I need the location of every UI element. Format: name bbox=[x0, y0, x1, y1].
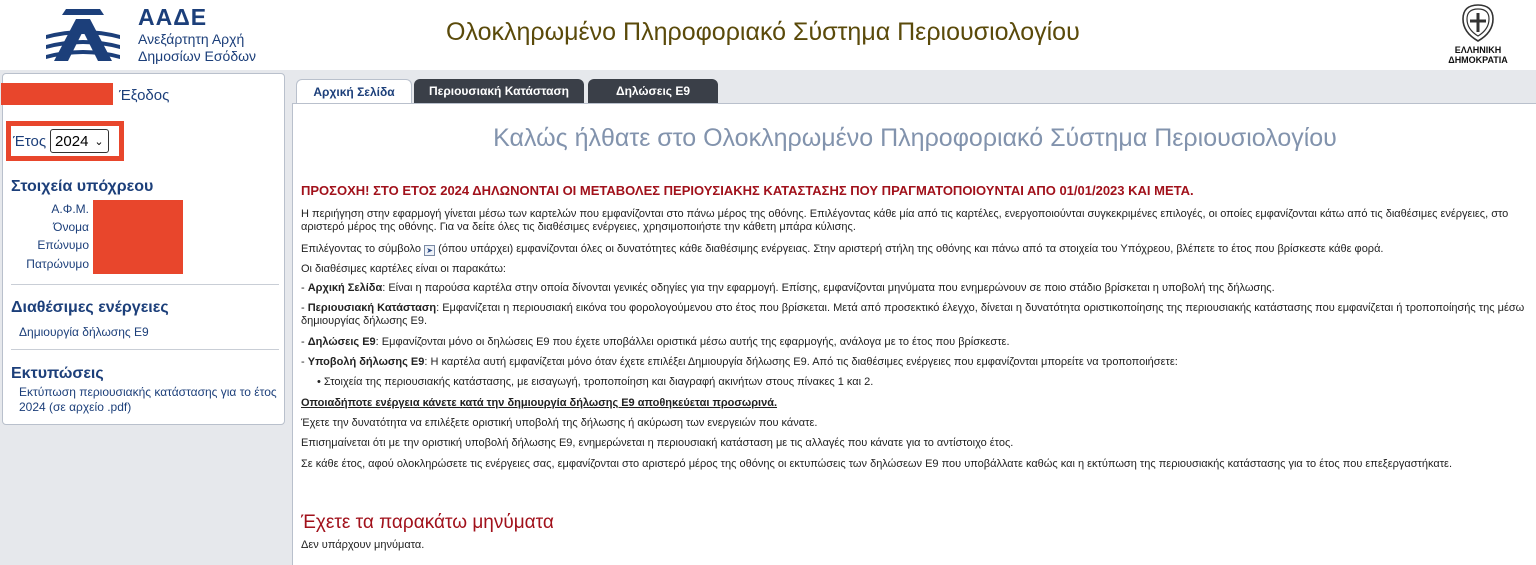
tab-desc-property-title: Περιουσιακή Κατάσταση bbox=[307, 302, 437, 314]
chevron-down-icon: ⌄ bbox=[94, 135, 104, 148]
tab-desc-submit-title: Υποβολή δήλωσης Ε9 bbox=[307, 356, 425, 368]
prints-paragraph: Σε κάθε έτος, αφού ολοκληρώσετε τις ενέργειες σας, εμφανίζονται στο αριστερό μέρος της οθόνης οι εκτυπώσεις των δηλώσεων Ε9 που υποβάλλατε καθώς και η εκτύπωση της περιουσιακής κατάστασης για το έτος που επεξεργαστήκατε. bbox=[301, 458, 1453, 470]
tab-desc-property: - Περιουσιακή Κατάσταση: Εμφανίζεται η περιουσιακή εικόνα του φορολογούμενου στο έτος που βρίσκεται. Μετά από προσεκτικό έλεγχο, δίνεται η δυνατότητα οριστικοποίησης της περιουσιακής κατάστασης που εμφανίζεται ή τροποποίησής της μέσω δημιουργίας δήλωσης Ε9. bbox=[301, 302, 1525, 327]
divider bbox=[11, 284, 279, 285]
sidebar bbox=[2, 73, 285, 425]
tab-desc-e9-title: Δηλώσεις Ε9 bbox=[307, 336, 376, 348]
year-select[interactable] bbox=[50, 129, 109, 153]
tab-home[interactable]: Αρχική Σελίδα bbox=[296, 79, 412, 103]
year-selector bbox=[6, 121, 124, 161]
aade-logo[interactable] bbox=[46, 4, 276, 66]
tab-property-status[interactable]: Περιουσιακή Κατάσταση bbox=[414, 79, 584, 103]
year-value: 2024 bbox=[55, 132, 89, 150]
logo-title: ΑΑΔΕ bbox=[138, 4, 208, 30]
emblem-label: ΕΛΛΗΝΙΚΗ ΔΗΜΟΚΡΑΤΙΑ bbox=[1448, 45, 1508, 65]
field-label-afm: Α.Φ.Μ. bbox=[51, 202, 89, 216]
actions-heading: Διαθέσιμες ενέργειες bbox=[11, 299, 169, 316]
update-paragraph: Επισημαίνεται ότι με την οριστική υποβολή δήλωσης Ε9, ενημερώνεται η περιουσιακή κατάσταση με τις αλλαγές που κάνατε για το αντίστοιχο έτος. bbox=[301, 437, 1014, 449]
print-property-pdf-link[interactable]: Εκτύπωση περιουσιακής κατάστασης για το έτος 2024 (σε αρχείο .pdf) bbox=[19, 385, 277, 414]
divider bbox=[11, 349, 279, 350]
year-label: Έτος bbox=[13, 132, 47, 150]
final-submit-paragraph: Έχετε την δυνατότητα να επιλέξετε οριστική υποβολή της δήλωσης ή ακύρωση των ενεργειών που κάνατε. bbox=[301, 417, 818, 429]
tab-desc-submit: - Υποβολή δήλωσης Ε9: Η καρτέλα αυτή εμφανίζεται μόνο όταν έχετε επιλέξει Δημιουργία δήλωσης Ε9. Από τις διαθέσιμες ενέργειες που εμφανίζονται μπορείτε να τροποποιήσετε: bbox=[301, 356, 1178, 368]
prints-heading: Εκτυπώσεις bbox=[11, 365, 104, 382]
intro-paragraph: Η περιήγηση στην εφαρμογή γίνεται μέσω των καρτελών που εμφανίζονται στο πάνω μέρος της οθόνης. Επιλέγοντας κάθε μία από τις καρτέλες, ενεργοποιούνται συγκεκριμένες επιλογές, οι οποίες εμφανίζονται κάτω από τις διαθέσιμες ενέργειες, στο αριστερό μέρος της οθόνης. Για να δείτε όλες τις διαθέσιμες ενέργειες, χρησιμοποιήστε την κάθετη μπάρα κύλισης. bbox=[301, 208, 1509, 233]
create-e9-link[interactable]: Δημιουργία δήλωσης Ε9 bbox=[19, 325, 149, 339]
taxpayer-heading: Στοιχεία υπόχρεου bbox=[11, 178, 154, 195]
main-content bbox=[292, 103, 1536, 565]
temp-save-text: Οποιαδήποτε ενέργεια κάνετε κατά την δημιουργία δήλωσης Ε9 αποθηκεύεται προσωρινά. bbox=[301, 397, 778, 409]
field-label-surname: Επώνυμο bbox=[37, 238, 89, 252]
bullet-item-text: Στοιχεία της περιουσιακής κατάστασης, με εισαγωγή, τροποποίηση και διαγραφή ακινήτων στους πίνακες 1 και 2. bbox=[323, 376, 874, 388]
aade-logo-icon bbox=[46, 7, 120, 63]
redacted-taxpayer-info bbox=[93, 200, 183, 274]
welcome-heading: Καλώς ήλθατε στο Ολοκληρωμένο Πληροφοριακό Σύστημα Περιουσιολογίου bbox=[493, 124, 1337, 152]
no-messages-text: Δεν υπάρχουν μηνύματα. bbox=[301, 539, 425, 551]
app-title: Ολοκληρωμένο Πληροφοριακό Σύστημα Περιουσιολογίου bbox=[446, 18, 1080, 46]
tabs-intro: Οι διαθέσιμες καρτέλες είναι οι παρακάτω: bbox=[301, 263, 506, 275]
greek-emblem-icon bbox=[1460, 4, 1496, 42]
redacted-username bbox=[1, 83, 113, 105]
bullet-item: • Στοιχεία της περιουσιακής κατάστασης, με εισαγωγή, τροποποίηση και διαγραφή ακινήτων στους πίνακες 1 και 2. bbox=[317, 376, 874, 388]
temp-save-notice bbox=[301, 397, 1527, 410]
tab-desc-home-text: : Είναι η παρούσα καρτέλα στην οποία δίνονται γενικές οδηγίες για την εφαρμογή. Επίσης, εμφανίζονται μηνύματα που ενημερώνουν σε ποιο στάδιο βρίσκεται η υποβολή της δήλωσης. bbox=[382, 282, 1275, 294]
tab-bar bbox=[290, 75, 1536, 103]
tab-desc-property-text: : Εμφανίζεται η περιουσιακή εικόνα του φορολογούμενου στο έτος που βρίσκεται. Μετά από προσεκτικό έλεγχο, δίνεται η δυνατότητα οριστικοποίησης της περιουσιακής κατάστασης που εμφανίζεται ή τροποποίησής της μέσω δημιουργίας δήλωσης Ε9. bbox=[301, 302, 1525, 327]
tab-desc-e9-text: : Εμφανίζονται μόνο οι δηλώσεις Ε9 που έχετε υποβάλλει οριστικά μέσω αυτής της εφαρμογής, ανάλογα με το έτος που βρίσκεστε. bbox=[375, 336, 1010, 348]
symbol-paragraph bbox=[301, 243, 1527, 256]
logo-subtitle-2: Δημοσίων Εσόδων bbox=[138, 48, 257, 64]
tab-desc-submit-text: : Η καρτέλα αυτή εμφανίζεται μόνο όταν έχετε επιλέξει Δημιουργία δήλωσης Ε9. Από τις διαθέσιμες ενέργειες που εμφανίζονται μπορείτε να τροποποιήσετε: bbox=[424, 356, 1178, 368]
attention-notice: ΠΡΟΣΟΧΗ! ΣΤΟ ΕΤΟΣ 2024 ΔΗΛΩΝΟΝΤΑΙ ΟΙ ΜΕΤΑΒΟΛΕΣ ΠΕΡΙΟΥΣΙΑΚΗΣ ΚΑΤΑΣΤΑΣΗΣ ΠΟΥ ΠΡΑΓΜΑΤΟΠΟΙΟΥΝΤΑΙ ΑΠΟ 01/01/2023 ΚΑΙ ΜΕΤΑ. bbox=[301, 183, 1194, 198]
messages-heading: Έχετε τα παρακάτω μηνύματα bbox=[301, 512, 554, 533]
symbol-text-after: (όπου υπάρχει) εμφανίζονται όλες οι δυνατότητες κάθε διαθέσιμης ενέργειας. Στην αριστερή στήλη της οθόνης και πάνω από τα στοιχεία του Υπόχρεου, βλέπετε το έτος που βρίσκεστε κάθε φορά. bbox=[438, 243, 1384, 255]
field-label-fathername: Πατρώνυμο bbox=[26, 257, 89, 271]
tab-desc-home-title: Αρχική Σελίδα bbox=[307, 282, 383, 294]
tab-e9-declarations[interactable]: Δηλώσεις Ε9 bbox=[588, 79, 718, 103]
logout-link[interactable]: Έξοδος bbox=[119, 87, 170, 104]
tab-desc-e9: - Δηλώσεις Ε9: Εμφανίζονται μόνο οι δηλώσεις Ε9 που έχετε υποβάλλει οριστικά μέσω αυτής της εφαρμογής, ανάλογα με το έτος που βρίσκεστε. bbox=[301, 336, 1010, 348]
tab-desc-home: - Αρχική Σελίδα: Είναι η παρούσα καρτέλα στην οποία δίνονται γενικές οδηγίες για την εφαρμογή. Επίσης, εμφανίζονται μηνύματα που ενημερώνουν σε ποιο στάδιο βρίσκεται η υποβολή της δήλωσης. bbox=[301, 282, 1275, 294]
field-label-name: Όνομα bbox=[53, 220, 89, 234]
hellenic-republic-emblem bbox=[1428, 4, 1528, 64]
header bbox=[0, 0, 1536, 70]
expand-arrow-icon: ➤ bbox=[424, 245, 435, 256]
symbol-text-before: Επιλέγοντας το σύμβολο bbox=[301, 243, 421, 255]
logo-subtitle-1: Ανεξάρτητη Αρχή bbox=[138, 31, 245, 47]
